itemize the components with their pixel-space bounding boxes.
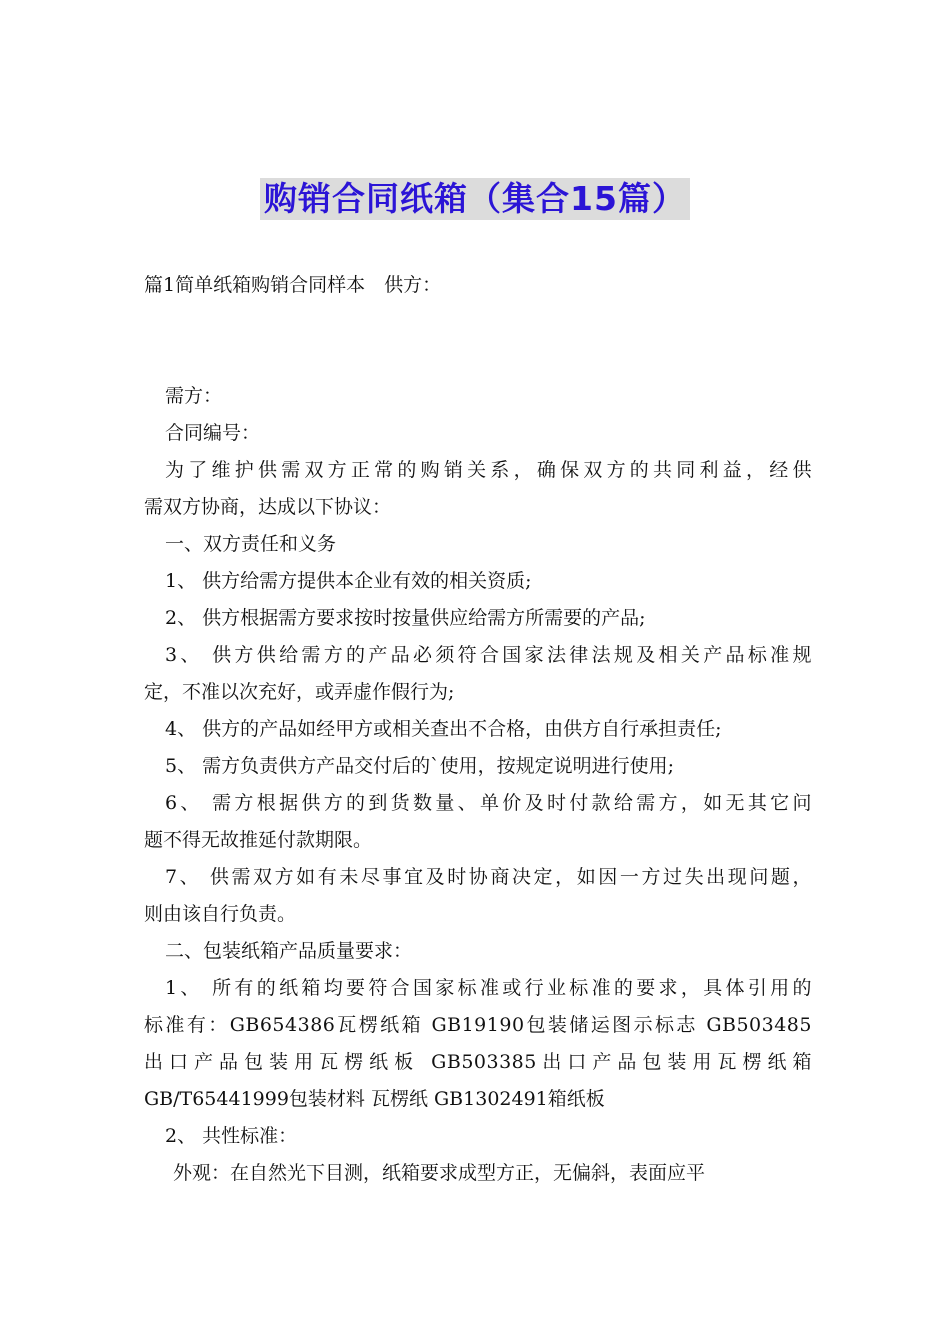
text-line: 出口产品包装用瓦楞纸板 GB503385出口产品包装用瓦楞纸箱	[144, 1051, 812, 1073]
text-line: GB/T65441999包装材料 瓦楞纸 GB1302491箱纸板	[144, 1088, 605, 1110]
text-line: 定，不准以次充好，或弄虚作假行为;	[144, 681, 455, 703]
section-heading: 篇1简单纸箱购销合同样本 供方：	[144, 274, 442, 296]
text-line: 合同编号：	[165, 422, 261, 444]
text-line: 2、 供方根据需方要求按时按量供应给需方所需要的产品;	[165, 607, 646, 629]
text-line: 为了维护供需双方正常的购销关系，确保双方的共同利益，经供	[165, 459, 812, 481]
text-line: 需方：	[165, 385, 223, 407]
text-line: 外观：在自然光下目测，纸箱要求成型方正，无偏斜，表面应平	[173, 1162, 706, 1184]
text-line: 2、 共性标准：	[165, 1125, 298, 1147]
text-line: 4、 供方的产品如经甲方或相关查出不合格，由供方自行承担责任;	[165, 718, 722, 740]
text-line: 二、包装纸箱产品质量要求：	[165, 940, 413, 962]
text-line: 一、双方责任和义务	[165, 533, 337, 555]
text-line: 6、 需方根据供方的到货数量、单价及时付款给需方，如无其它问	[165, 792, 812, 814]
text-line: 3、 供方供给需方的产品必须符合国家法律法规及相关产品标准规	[165, 644, 812, 666]
text-line: 5、 需方负责供方产品交付后的`使用，按规定说明进行使用;	[165, 755, 675, 777]
document-body	[144, 382, 812, 1196]
text-line: 标准有：GB654386瓦楞纸箱 GB19190包装储运图示标志 GB503485	[144, 1014, 812, 1036]
text-line: 1、 所有的纸箱均要符合国家标准或行业标准的要求，具体引用的	[165, 977, 812, 999]
text-line: 1、 供方给需方提供本企业有效的相关资质;	[165, 570, 532, 592]
document-title: 购销合同纸箱（集合15篇）	[260, 178, 690, 220]
text-line: 需双方协商，达成以下协议：	[144, 496, 392, 518]
text-line: 7、 供需双方如有未尽事宜及时协商决定，如因一方过失出现问题，	[165, 866, 812, 888]
title-container	[0, 178, 950, 220]
text-line: 则由该自行负责。	[144, 903, 297, 925]
text-line: 题不得无故推延付款期限。	[144, 829, 373, 851]
